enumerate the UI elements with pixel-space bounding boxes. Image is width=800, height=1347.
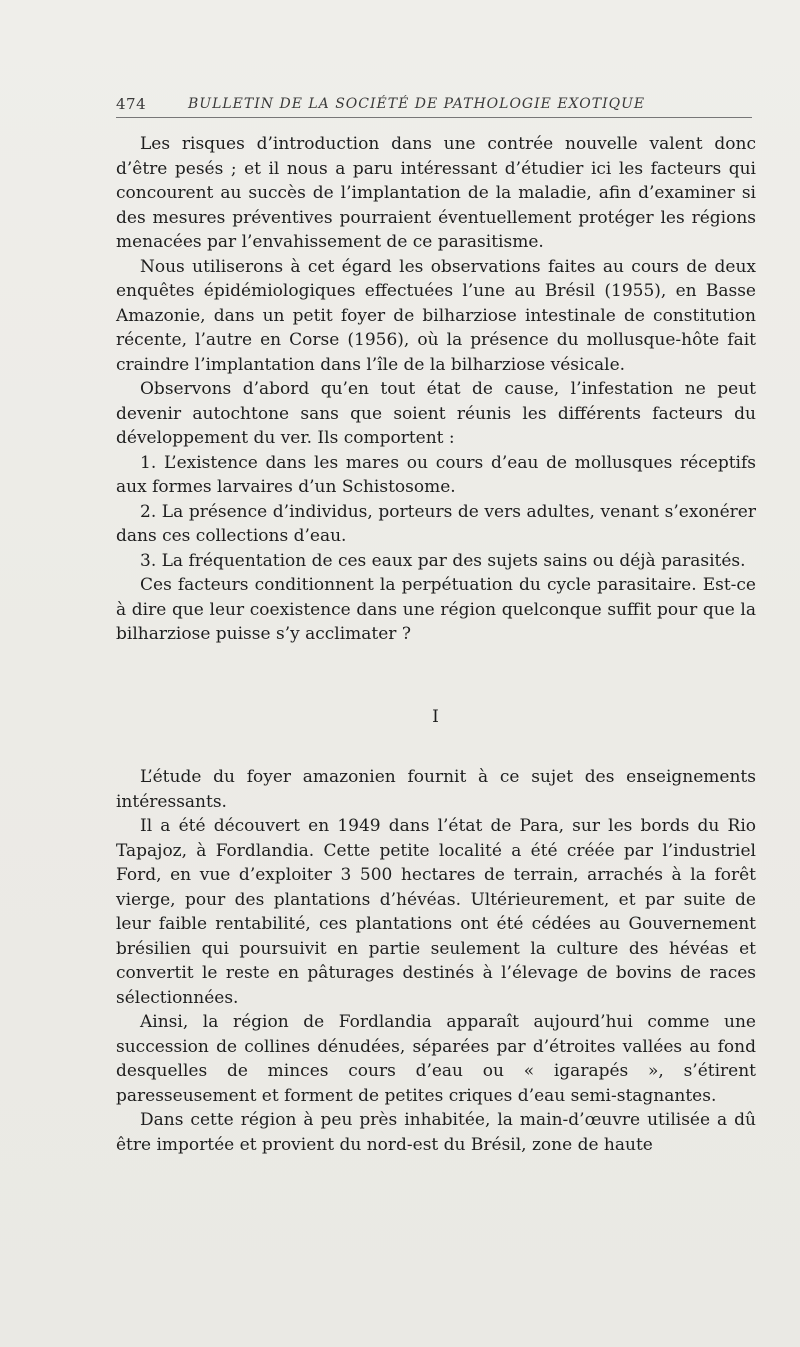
journal-title: BULLETIN DE LA SOCIÉTÉ DE PATHOLOGIE EXOTIQUE bbox=[188, 96, 646, 112]
section-heading-numeral: I bbox=[432, 706, 440, 727]
paragraph-intro-2: Nous utiliserons à cet égard les observations faites au cours de deux enquêtes épidémiologiques effectuées l’une au Brésil (1955), en Basse Amazonie, dans un petit foyer de bilharziose intestinale de constitution récente, l’autre en Corse (1956), où la présence du mollusque-hôte fait craindre l’implantation dans l’île de la bilharziose vésicale. bbox=[116, 256, 756, 375]
page-number: 474 bbox=[116, 95, 147, 113]
header-rule bbox=[116, 117, 752, 118]
section-paragraph-2: Il a été découvert en 1949 dans l’état de Para, sur les bords du Rio Tapajoz, à Fordlandia. Cette petite localité a été créée par l’industriel Ford, en vue d’exploiter 3 500 hectares de terrain, arrachés à la forêt vierge, pour des plantations d’hévéas. Ultérieurement, et par suite de leur faible rentabilité, ces plantations ont été cédées au Gouvernement brésilien qui poursuivit en partie seulement la culture des hévéas et convertit le reste en pâturages destinés à l’élevage de bovins de races sélectionnées. bbox=[116, 816, 756, 1008]
body-text bbox=[116, 132, 756, 1157]
paragraph-intro-3: Observons d’abord qu’en tout état de cause, l’infestation ne peut devenir autochtone sans que soient réunis les différents facteurs du développement du ver. Ils comportent : bbox=[116, 379, 756, 448]
section-paragraph-4: Dans cette région à peu près inhabitée, la main-d’œuvre utilisée a dû être importée et provient du nord-est du Brésil, zone de haute bbox=[116, 1110, 756, 1155]
paragraph-closing: Ces facteurs conditionnent la perpétuation du cycle parasitaire. Est-ce à dire que leur coexistence dans une région quelconque suffit pour que la bilharziose puisse s’y acclimater ? bbox=[116, 575, 756, 644]
section-paragraph-1: L’étude du foyer amazonien fournit à ce sujet des enseignements intéressants. bbox=[116, 767, 756, 812]
numbered-item-1: 1. L’existence dans les mares ou cours d’eau de mollusques réceptifs aux formes larvaires d’un Schistosome. bbox=[116, 452, 756, 497]
numbered-item-2: 2. La présence d’individus, porteurs de vers adultes, venant s’exonérer dans ces collections d’eau. bbox=[116, 501, 756, 546]
running-head bbox=[116, 92, 752, 116]
section-paragraph-3: Ainsi, la région de Fordlandia apparaît aujourd’hui comme une succession de collines dénudées, séparées par d’étroites vallées au fond desquelles de minces cours d’eau ou « igarapés », s’étirent paresseusement et forment de petites criques d’eau semi-stagnantes. bbox=[116, 1012, 756, 1106]
numbered-item-3: 3. La fréquentation de ces eaux par des sujets sains ou déjà parasités. bbox=[140, 550, 746, 571]
paragraph-intro-1: Les risques d’introduction dans une contrée nouvelle valent donc d’être pesés ; et il nous a paru intéressant d’étudier ici les facteurs qui concourent au succès de l’implantation de la maladie, afin d’examiner si des mesures préventives pourraient éventuellement protéger les régions menacées par l’envahissement de ce parasitisme. bbox=[116, 134, 756, 252]
